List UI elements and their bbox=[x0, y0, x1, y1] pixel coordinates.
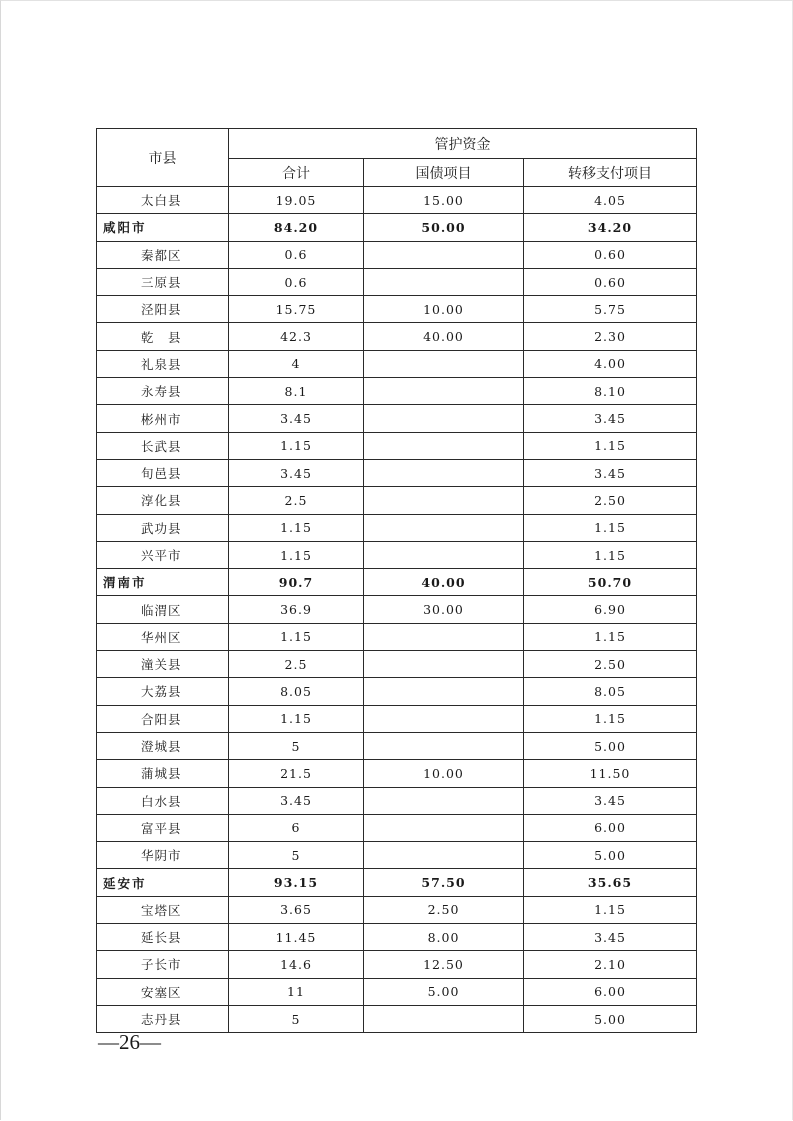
transfer-cell: 2.30 bbox=[524, 323, 697, 350]
bond-cell: 40.00 bbox=[364, 323, 524, 350]
bond-cell: 40.00 bbox=[364, 569, 524, 596]
region-name-cell: 延长县 bbox=[97, 924, 229, 951]
county-row bbox=[97, 596, 697, 623]
bond-cell bbox=[364, 814, 524, 841]
region-name-cell: 延安市 bbox=[97, 869, 229, 896]
transfer-cell: 0.60 bbox=[524, 268, 697, 295]
total-cell: 1.15 bbox=[229, 623, 364, 650]
region-name-cell: 澄城县 bbox=[97, 732, 229, 759]
region-name-cell: 泾阳县 bbox=[97, 296, 229, 323]
transfer-cell: 8.10 bbox=[524, 378, 697, 405]
transfer-cell: 34.20 bbox=[524, 214, 697, 241]
total-cell: 8.05 bbox=[229, 678, 364, 705]
transfer-cell: 4.05 bbox=[524, 187, 697, 214]
region-name-cell: 兴平市 bbox=[97, 541, 229, 568]
total-cell: 93.15 bbox=[229, 869, 364, 896]
transfer-cell: 5.00 bbox=[524, 1005, 697, 1032]
region-name-cell: 长武县 bbox=[97, 432, 229, 459]
transfer-cell: 1.15 bbox=[524, 705, 697, 732]
bond-cell bbox=[364, 241, 524, 268]
bond-cell bbox=[364, 623, 524, 650]
bond-cell bbox=[364, 378, 524, 405]
county-row bbox=[97, 432, 697, 459]
city-row bbox=[97, 869, 697, 896]
bond-cell bbox=[364, 651, 524, 678]
total-cell: 0.6 bbox=[229, 241, 364, 268]
county-row bbox=[97, 541, 697, 568]
total-cell: 42.3 bbox=[229, 323, 364, 350]
county-row bbox=[97, 896, 697, 923]
transfer-cell: 1.15 bbox=[524, 896, 697, 923]
bond-cell: 57.50 bbox=[364, 869, 524, 896]
county-row bbox=[97, 842, 697, 869]
transfer-cell: 1.15 bbox=[524, 623, 697, 650]
region-name-cell: 潼关县 bbox=[97, 651, 229, 678]
bond-cell bbox=[364, 732, 524, 759]
county-row bbox=[97, 459, 697, 486]
transfer-cell: 2.50 bbox=[524, 651, 697, 678]
city-row bbox=[97, 214, 697, 241]
transfer-cell: 3.45 bbox=[524, 459, 697, 486]
region-name-cell: 渭南市 bbox=[97, 569, 229, 596]
total-cell: 3.45 bbox=[229, 787, 364, 814]
county-row bbox=[97, 405, 697, 432]
county-row bbox=[97, 1005, 697, 1032]
region-name-cell: 安塞区 bbox=[97, 978, 229, 1005]
transfer-cell: 6.90 bbox=[524, 596, 697, 623]
region-name-cell: 蒲城县 bbox=[97, 760, 229, 787]
bond-cell: 10.00 bbox=[364, 760, 524, 787]
region-name-cell: 白水县 bbox=[97, 787, 229, 814]
total-cell: 19.05 bbox=[229, 187, 364, 214]
total-cell: 14.6 bbox=[229, 951, 364, 978]
transfer-cell: 6.00 bbox=[524, 978, 697, 1005]
transfer-cell: 8.05 bbox=[524, 678, 697, 705]
total-cell: 5 bbox=[229, 1005, 364, 1032]
bond-cell bbox=[364, 842, 524, 869]
region-name-cell: 华州区 bbox=[97, 623, 229, 650]
page-number: —26— bbox=[98, 1030, 161, 1054]
county-row bbox=[97, 678, 697, 705]
total-cell: 2.5 bbox=[229, 487, 364, 514]
region-name-cell: 宝塔区 bbox=[97, 896, 229, 923]
transfer-cell: 2.50 bbox=[524, 487, 697, 514]
total-cell: 1.15 bbox=[229, 705, 364, 732]
county-row bbox=[97, 651, 697, 678]
county-row bbox=[97, 350, 697, 377]
region-name-cell: 武功县 bbox=[97, 514, 229, 541]
county-row bbox=[97, 241, 697, 268]
funds-table bbox=[96, 128, 697, 1033]
region-name-cell: 淳化县 bbox=[97, 487, 229, 514]
header-group: 管护资金 bbox=[229, 129, 697, 159]
bond-cell bbox=[364, 514, 524, 541]
county-row bbox=[97, 705, 697, 732]
total-cell: 84.20 bbox=[229, 214, 364, 241]
total-cell: 11 bbox=[229, 978, 364, 1005]
county-row bbox=[97, 187, 697, 214]
region-name-cell: 永寿县 bbox=[97, 378, 229, 405]
bond-cell bbox=[364, 487, 524, 514]
transfer-cell: 0.60 bbox=[524, 241, 697, 268]
total-cell: 6 bbox=[229, 814, 364, 841]
transfer-cell: 3.45 bbox=[524, 924, 697, 951]
bond-cell bbox=[364, 459, 524, 486]
total-cell: 21.5 bbox=[229, 760, 364, 787]
bond-cell: 8.00 bbox=[364, 924, 524, 951]
bond-cell: 10.00 bbox=[364, 296, 524, 323]
county-row bbox=[97, 296, 697, 323]
total-cell: 3.45 bbox=[229, 459, 364, 486]
transfer-cell: 3.45 bbox=[524, 405, 697, 432]
total-cell: 1.15 bbox=[229, 541, 364, 568]
region-name-cell: 富平县 bbox=[97, 814, 229, 841]
total-cell: 3.65 bbox=[229, 896, 364, 923]
bond-cell bbox=[364, 268, 524, 295]
total-cell: 8.1 bbox=[229, 378, 364, 405]
region-name-cell: 志丹县 bbox=[97, 1005, 229, 1032]
bond-cell bbox=[364, 405, 524, 432]
county-row bbox=[97, 268, 697, 295]
total-cell: 1.15 bbox=[229, 514, 364, 541]
county-row bbox=[97, 623, 697, 650]
county-row bbox=[97, 787, 697, 814]
county-row bbox=[97, 760, 697, 787]
bond-cell bbox=[364, 678, 524, 705]
county-row bbox=[97, 378, 697, 405]
header-total: 合计 bbox=[229, 159, 364, 187]
total-cell: 36.9 bbox=[229, 596, 364, 623]
region-name-cell: 咸阳市 bbox=[97, 214, 229, 241]
total-cell: 4 bbox=[229, 350, 364, 377]
transfer-cell: 1.15 bbox=[524, 514, 697, 541]
bond-cell bbox=[364, 1005, 524, 1032]
bond-cell: 30.00 bbox=[364, 596, 524, 623]
bond-cell bbox=[364, 541, 524, 568]
region-name-cell: 乾 县 bbox=[97, 323, 229, 350]
total-cell: 1.15 bbox=[229, 432, 364, 459]
header-transfer: 转移支付项目 bbox=[524, 159, 697, 187]
county-row bbox=[97, 924, 697, 951]
county-row bbox=[97, 323, 697, 350]
region-name-cell: 彬州市 bbox=[97, 405, 229, 432]
region-name-cell: 礼泉县 bbox=[97, 350, 229, 377]
total-cell: 15.75 bbox=[229, 296, 364, 323]
transfer-cell: 6.00 bbox=[524, 814, 697, 841]
bond-cell: 2.50 bbox=[364, 896, 524, 923]
region-name-cell: 子长市 bbox=[97, 951, 229, 978]
region-name-cell: 合阳县 bbox=[97, 705, 229, 732]
region-name-cell: 华阴市 bbox=[97, 842, 229, 869]
county-row bbox=[97, 814, 697, 841]
transfer-cell: 5.75 bbox=[524, 296, 697, 323]
region-name-cell: 太白县 bbox=[97, 187, 229, 214]
transfer-cell: 2.10 bbox=[524, 951, 697, 978]
bond-cell: 5.00 bbox=[364, 978, 524, 1005]
transfer-cell: 11.50 bbox=[524, 760, 697, 787]
bond-cell: 50.00 bbox=[364, 214, 524, 241]
county-row bbox=[97, 951, 697, 978]
total-cell: 5 bbox=[229, 732, 364, 759]
bond-cell bbox=[364, 432, 524, 459]
bond-cell bbox=[364, 787, 524, 814]
county-row bbox=[97, 978, 697, 1005]
region-name-cell: 旬邑县 bbox=[97, 459, 229, 486]
transfer-cell: 35.65 bbox=[524, 869, 697, 896]
bond-cell bbox=[364, 705, 524, 732]
total-cell: 2.5 bbox=[229, 651, 364, 678]
bond-cell bbox=[364, 350, 524, 377]
region-name-cell: 大荔县 bbox=[97, 678, 229, 705]
transfer-cell: 5.00 bbox=[524, 842, 697, 869]
transfer-cell: 1.15 bbox=[524, 541, 697, 568]
transfer-cell: 1.15 bbox=[524, 432, 697, 459]
transfer-cell: 3.45 bbox=[524, 787, 697, 814]
county-row bbox=[97, 514, 697, 541]
region-name-cell: 秦都区 bbox=[97, 241, 229, 268]
header-row-1 bbox=[97, 129, 697, 159]
header-bond: 国债项目 bbox=[364, 159, 524, 187]
total-cell: 0.6 bbox=[229, 268, 364, 295]
transfer-cell: 4.00 bbox=[524, 350, 697, 377]
transfer-cell: 5.00 bbox=[524, 732, 697, 759]
region-name-cell: 三原县 bbox=[97, 268, 229, 295]
total-cell: 11.45 bbox=[229, 924, 364, 951]
bond-cell: 12.50 bbox=[364, 951, 524, 978]
city-row bbox=[97, 569, 697, 596]
county-row bbox=[97, 487, 697, 514]
county-row bbox=[97, 732, 697, 759]
bond-cell: 15.00 bbox=[364, 187, 524, 214]
total-cell: 5 bbox=[229, 842, 364, 869]
transfer-cell: 50.70 bbox=[524, 569, 697, 596]
header-region: 市县 bbox=[97, 129, 229, 187]
region-name-cell: 临渭区 bbox=[97, 596, 229, 623]
total-cell: 3.45 bbox=[229, 405, 364, 432]
table-body bbox=[97, 187, 697, 1033]
total-cell: 90.7 bbox=[229, 569, 364, 596]
